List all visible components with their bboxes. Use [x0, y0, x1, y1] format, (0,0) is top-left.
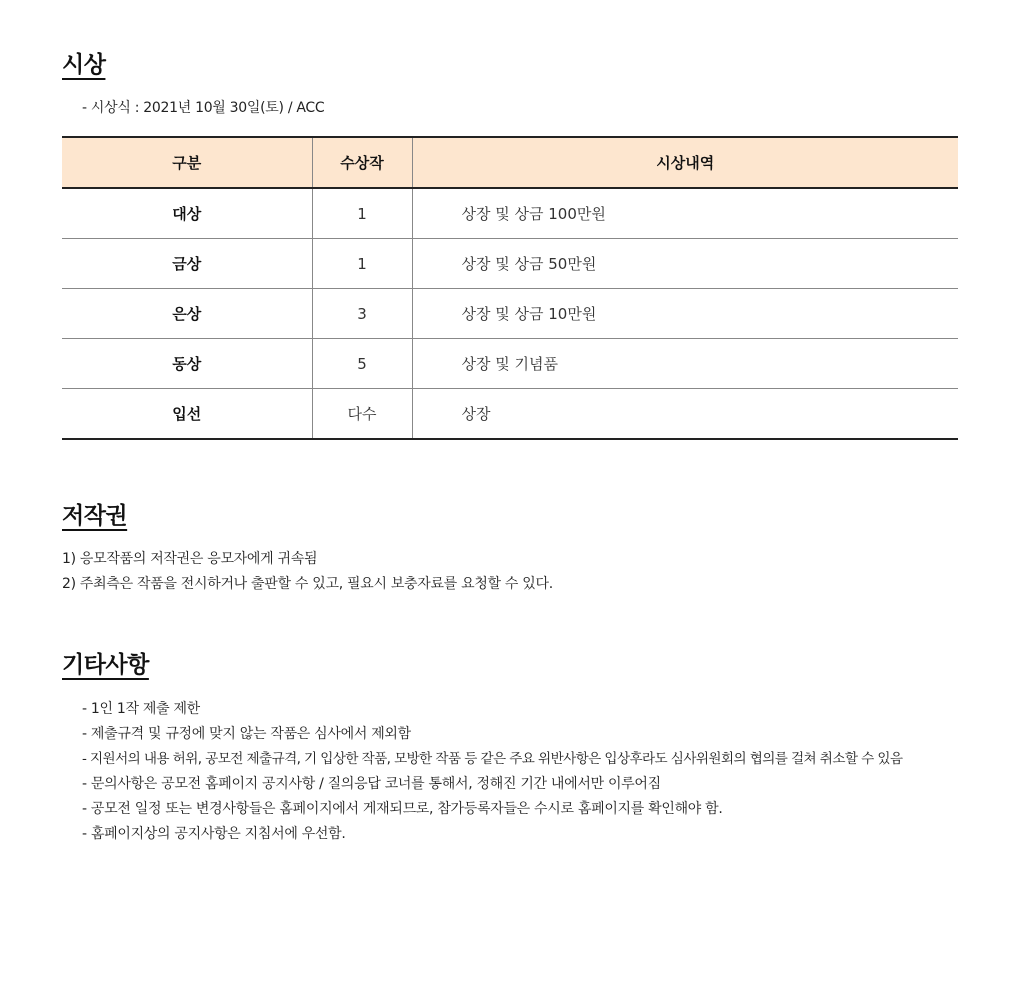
copyright-item: 1) 응모작품의 저작권은 응모자에게 귀속됨	[62, 551, 318, 567]
etc-item: - 공모전 일정 또는 변경사항들은 홈페이지에서 게재되므로, 참가등록자들은 수시로 홈페이지를 확인해야 함.	[82, 801, 723, 817]
award-detail: 상장 및 상금 10만원	[412, 289, 958, 339]
award-table-row	[62, 389, 958, 440]
award-category: 입선	[62, 389, 312, 440]
etc-item: - 지원서의 내용 허위, 공모전 제출규격, 기 입상한 작품, 모방한 작품 등 같은 주요 위반사항은 입상후라도 심사위원회의 협의를 걸쳐 취소할 수 있음	[82, 751, 903, 767]
award-table-header-count: 수상작	[312, 137, 412, 188]
etc-item: - 제출규격 및 규정에 맞지 않는 작품은 심사에서 제외함	[82, 726, 411, 742]
etc-item: - 문의사항은 공모전 홈페이지 공지사항 / 질의응답 코너를 통해서, 정해진 기간 내에서만 이루어짐	[82, 776, 661, 792]
award-ceremony-info: - 시상식 : 2021년 10월 30일(토) / ACC	[82, 100, 325, 116]
award-table-header-row	[62, 137, 958, 188]
award-count: 다수	[312, 389, 412, 440]
award-count: 1	[312, 239, 412, 289]
award-category: 대상	[62, 188, 312, 239]
etc-section-title: 기타사항	[62, 652, 149, 678]
award-detail: 상장 및 상금 100만원	[412, 188, 958, 239]
award-table-row	[62, 339, 958, 389]
award-detail: 상장	[412, 389, 958, 440]
award-count: 5	[312, 339, 412, 389]
award-detail: 상장 및 기념품	[412, 339, 958, 389]
copyright-section-title: 저작권	[62, 503, 128, 529]
etc-item: - 홈페이지상의 공지사항은 지침서에 우선함.	[82, 826, 346, 842]
award-detail: 상장 및 상금 50만원	[412, 239, 958, 289]
award-table	[62, 136, 958, 440]
award-table-row	[62, 239, 958, 289]
award-table-header-detail: 시상내역	[412, 137, 958, 188]
award-section-title: 시상	[62, 52, 106, 78]
award-category: 은상	[62, 289, 312, 339]
award-table-header-category: 구분	[62, 137, 312, 188]
award-table-row	[62, 289, 958, 339]
etc-item: - 1인 1작 제출 제한	[82, 701, 200, 717]
copyright-item: 2) 주최측은 작품을 전시하거나 출판할 수 있고, 필요시 보충자료를 요청할 수 있다.	[62, 576, 553, 592]
award-count: 1	[312, 188, 412, 239]
award-count: 3	[312, 289, 412, 339]
award-category: 동상	[62, 339, 312, 389]
award-table-row	[62, 188, 958, 239]
award-category: 금상	[62, 239, 312, 289]
